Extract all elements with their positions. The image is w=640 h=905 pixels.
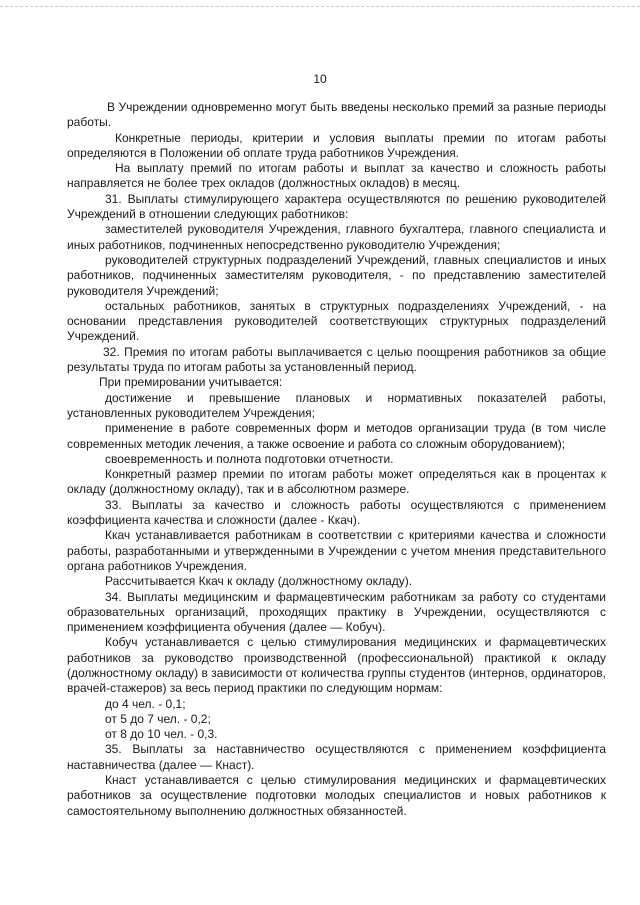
paragraph: своевременность и полнота подготовки отчетности.: [105, 451, 394, 466]
document-body: [67, 100, 606, 819]
paragraph: достижение и превышение плановых и нормативных показателей работы, установленных руководителем Учреждения;: [67, 390, 606, 420]
paragraph: 34. Выплаты медицинским и фармацевтическим работникам за работу со студентами образовательных организаций, проходящих практику в Учреждении, осуществляются с применением коэффициента обучения (далее — Кобуч).: [67, 589, 606, 635]
norm-list-item: до 4 чел. - 0,1;: [105, 696, 186, 711]
paragraph: заместителей руководителя Учреждения, главного бухгалтера, главного специалиста и иных работников, подчиненных непосредственно руководителю Учреждения;: [67, 222, 606, 252]
paragraph: Конкретные периоды, критерии и условия выплаты премии по итогам работы определяются в Положении об оплате труда работников Учреждения.: [67, 130, 606, 160]
paragraph: 35. Выплаты за наставничество осуществляются с применением коэффициента наставничества (далее — Кнаст).: [67, 742, 606, 772]
norm-list-item: от 8 до 10 чел. - 0,3.: [105, 727, 218, 742]
paragraph: Кобуч устанавливается с целью стимулирования медицинских и фармацевтических работников за руководство производственной (профессиональной) практикой к окладу (должностному окладу) в зависимости от количества группы студентов (интернов, ординаторов, врачей-стажеров) за весь период практики по следующим нормам:: [67, 635, 606, 696]
paragraph: Конкретный размер премии по итогам работы может определяться как в процентах к окладу (должностному окладу), так и в абсолютном размере.: [67, 467, 606, 497]
paragraph: Рассчитывается Ккач к окладу (должностному окладу).: [105, 574, 413, 589]
paragraph: остальных работников, занятых в структурных подразделениях Учреждений, - на основании представления руководителей соответствующих структурных подразделений Учреждений.: [67, 298, 606, 344]
paragraph: Ккач устанавливается работникам в соответствии с критериями качества и сложности работы, разработанными и утвержденными в Учреждении с учетом мнения представительного органа работников Учреждения.: [67, 528, 606, 573]
paragraph: 33. Выплаты за качество и сложность работы осуществляются с применением коэффициента качества и сложности (далее - Ккач).: [67, 497, 606, 528]
scan-edge-line: [0, 6, 640, 7]
paragraph: 32. Премия по итогам работы выплачивается с целью поощрения работников за общие результаты труда по итогам работы за установленный период.: [67, 344, 606, 375]
paragraph: применение в работе современных форм и методов организации труда (в том числе современных методик лечения, а также освоение и работа со сложным оборудованием);: [67, 421, 606, 451]
paragraph: На выплату премий по итогам работы и выплат за качество и сложность работы направляется не более трех окладов (должностных окладов) в месяц.: [67, 161, 606, 191]
page-number: 10: [313, 72, 327, 86]
norm-list-item: от 5 до 7 чел. - 0,2;: [105, 711, 211, 726]
paragraph: Кнаст устанавливается с целью стимулирования медицинских и фармацевтических работников за осуществление подготовки молодых специалистов и новых работников к самостоятельному выполнению должностных обязанностей.: [67, 773, 606, 818]
paragraph: При премировании учитывается:: [99, 375, 283, 390]
paragraph: В Учреждении одновременно могут быть введены несколько премий за разные периоды работы.: [67, 100, 606, 130]
paragraph: руководителей структурных подразделений Учреждений, главных специалистов и иных работников, подчиненных заместителям руководителя, - по представлению заместителей руководителя Учреждений;: [67, 252, 606, 298]
paragraph: 31. Выплаты стимулирующего характера осуществляются по решению руководителей Учреждений в отношении следующих работников:: [67, 191, 606, 222]
